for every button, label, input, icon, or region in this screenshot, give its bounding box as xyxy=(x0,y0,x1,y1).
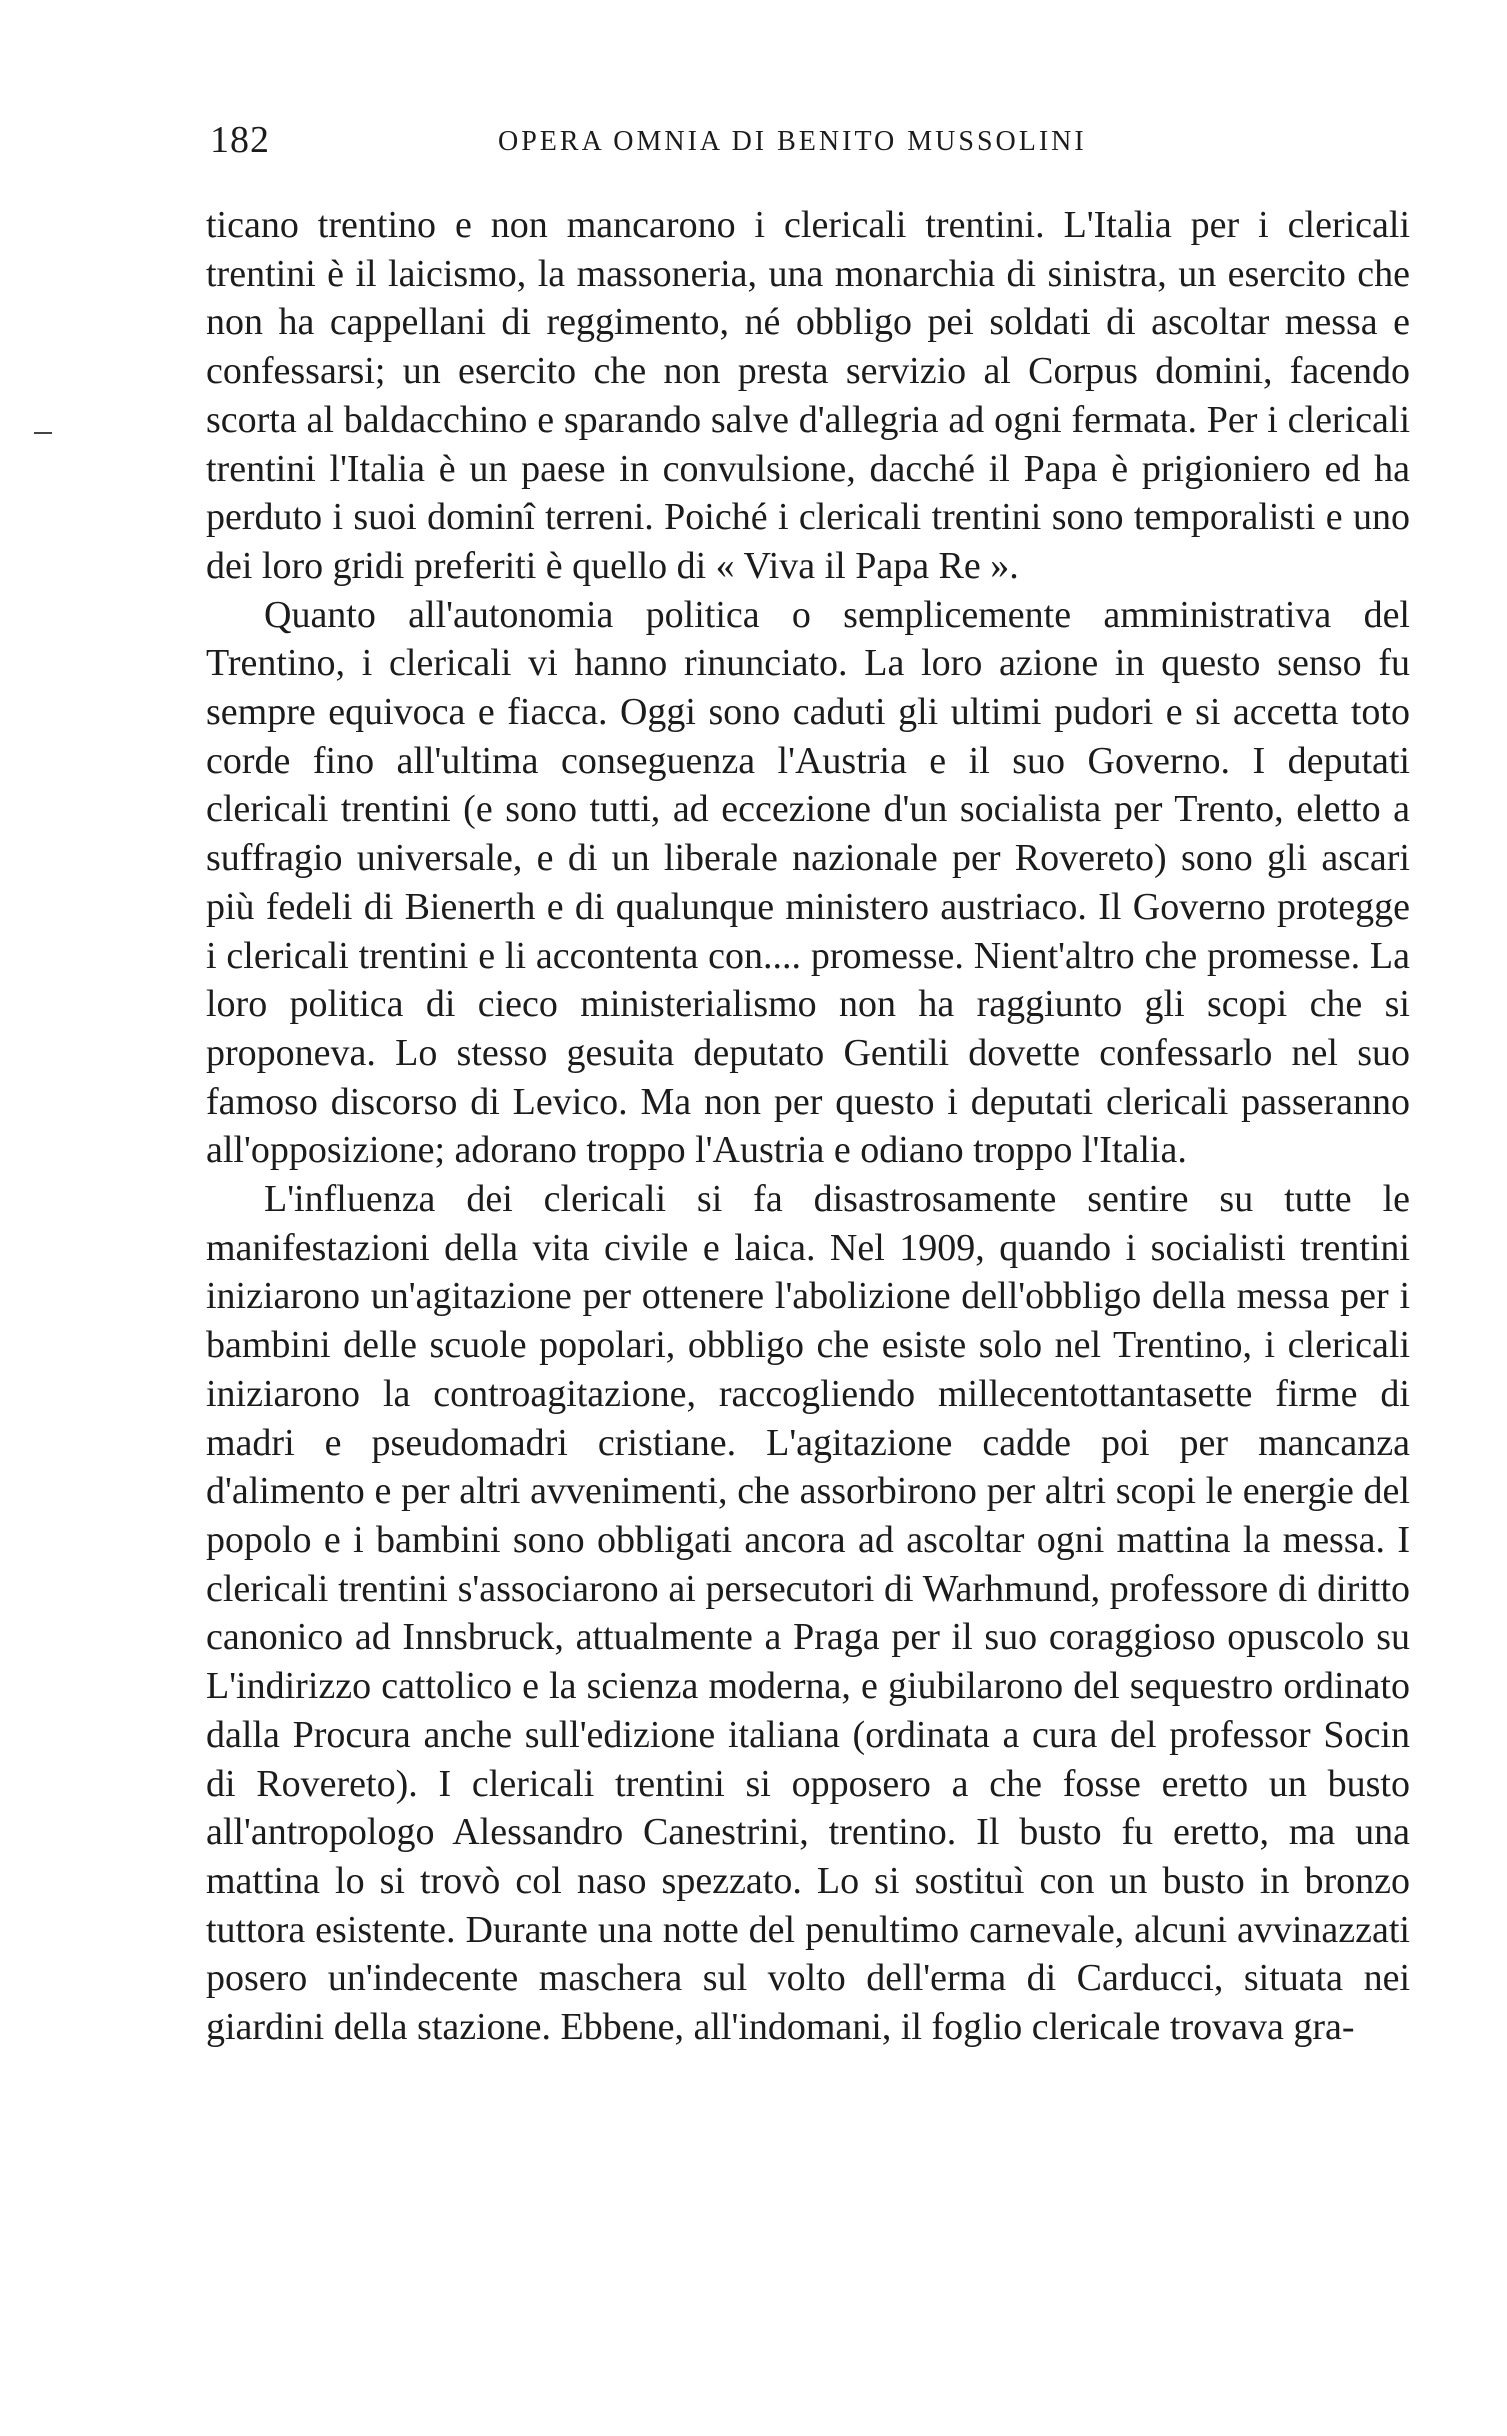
running-head: OPERA OMNIA DI BENITO MUSSOLINI xyxy=(498,126,1087,157)
page-number: 182 xyxy=(210,119,270,161)
paragraph-3: L'influenza dei clericali si fa disastrosamente sentire su tutte le manifestazioni della vita civile e laica. Nel 1909, quando i socialisti trentini iniziarono un'agitazione per ottenere l'abolizione dell'obbligo della messa per i bambini delle scuole popolari, obbligo che esiste solo nel Trentino, i clericali iniziarono la controagitazione, raccogliendo millecentottantasette firme di madri e pseudomadri cristiane. L'agitazione cadde poi per mancanza d'alimento e per altri avvenimenti, che assorbirono per altri scopi le energie del popolo e i bambini sono obbligati ancora ad ascoltar ogni mattina la messa. I clericali trentini s'associarono ai persecutori di Warhmund, professore di diritto canonico ad Innsbruck, attualmente a Praga per il suo coraggioso opuscolo su L'indirizzo cattolico e la scienza moderna, e giubilarono del sequestro ordinato dalla Procura anche sull'edizione italiana (ordinata a cura del professor Socin di Rovereto). I clericali trentini si opposero a che fosse eretto un busto all'antropologo Alessandro Canestrini, trentino. Il busto fu eretto, ma una mattina lo si trovò col naso spezzato. Lo si sostituì con un busto in bronzo tuttora esistente. Durante una notte del penultimo carnevale, alcuni avvinazzati posero un'indecente maschera sul volto dell'erma di Carducci, situata nei giardini della stazione. Ebbene, all'indomani, il foglio clericale trovava gra- xyxy=(206,1178,1410,2049)
page-header xyxy=(210,118,1410,178)
paragraph-2: Quanto all'autonomia politica o semplicemente amministrativa del Trentino, i clericali vi hanno rinunciato. La loro azione in questo senso fu sempre equivoca e fiacca. Oggi sono caduti gli ultimi pudori e si accetta toto corde fino all'ultima conseguenza l'Austria e il suo Governo. I deputati clericali trentini (e sono tutti, ad eccezione d'un socialista per Trento, eletto a suffragio universale, e di un liberale nazionale per Rovereto) sono gli ascari più fedeli di Bienerth e di qualunque ministero austriaco. Il Governo protegge i clericali trentini e li accontenta con.... promesse. Nient'altro che promesse. La loro politica di cieco ministerialismo non ha raggiunto gli scopi che si proponeva. Lo stesso gesuita deputato Gentili dovette confessarlo nel suo famoso discorso di Levico. Ma non per questo i deputati clericali passeranno all'opposizione; adorano troppo l'Austria e odiano troppo l'Italia. xyxy=(206,593,1410,1172)
body-text xyxy=(206,201,1410,2052)
margin-mark xyxy=(34,432,52,434)
paragraph-1: ticano trentino e non mancarono i clericali trentini. L'Italia per i clericali trentini è il laicismo, la massoneria, una monarchia di sinistra, un esercito che non ha cappellani di reggimento, né obbligo pei soldati di ascoltar messa e confessarsi; un esercito che non presta servizio al Corpus domini, facendo scorta al baldacchino e sparando salve d'allegria ad ogni fermata. Per i clericali trentini l'Italia è un paese in convulsione, dacché il Papa è prigioniero ed ha perduto i suoi dominî terreni. Poiché i clericali trentini sono temporalisti e uno dei loro gridi preferiti è quello di « Viva il Papa Re ». xyxy=(206,204,1410,587)
